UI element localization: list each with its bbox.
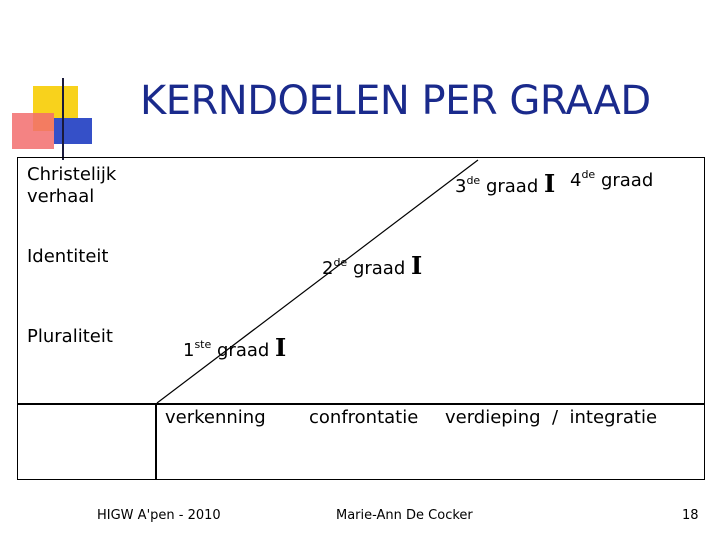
- grade-4-label: [570, 164, 653, 192]
- grade-4-number: 4: [570, 170, 582, 191]
- slide-title: KERNDOELEN PER GRAAD: [140, 78, 651, 124]
- grade-1-label: [183, 334, 286, 362]
- grade-2-number: 2: [322, 258, 334, 279]
- grade-3-marker: I: [543, 169, 556, 198]
- grade-1-word: graad: [217, 340, 270, 361]
- row-label-identiteit: Identiteit: [27, 246, 109, 267]
- grade-3-word: graad: [485, 176, 539, 197]
- phase-label-verkenning: verkenning: [165, 407, 266, 428]
- row-label-christelijk-verhaal: Christelijk verhaal: [27, 164, 117, 207]
- grade-2-label: [322, 252, 422, 280]
- row-label-pluraliteit: Pluraliteit: [27, 326, 113, 347]
- grade-2-word: graad: [352, 258, 406, 279]
- grade-1-number: 1: [183, 340, 195, 361]
- grade-1-marker: I: [275, 333, 287, 362]
- grade-4-suffix: de: [581, 168, 596, 181]
- grade-3-number: 3: [455, 176, 467, 197]
- grade-4-word: graad: [600, 170, 654, 191]
- grade-3-label: [455, 170, 555, 198]
- footer-page-number: 18: [682, 508, 699, 523]
- grade-3-suffix: de: [466, 174, 481, 187]
- phase-label-confrontatie: confrontatie: [309, 407, 419, 428]
- grade-1-suffix: ste: [194, 338, 212, 351]
- phase-label-verdieping-integratie: verdieping / integratie: [445, 407, 658, 428]
- grade-2-marker: I: [410, 251, 423, 280]
- footer-center: Marie-Ann De Cocker: [336, 508, 473, 523]
- grade-2-suffix: de: [333, 256, 348, 269]
- footer-left: HIGW A'pen - 2010: [97, 508, 221, 523]
